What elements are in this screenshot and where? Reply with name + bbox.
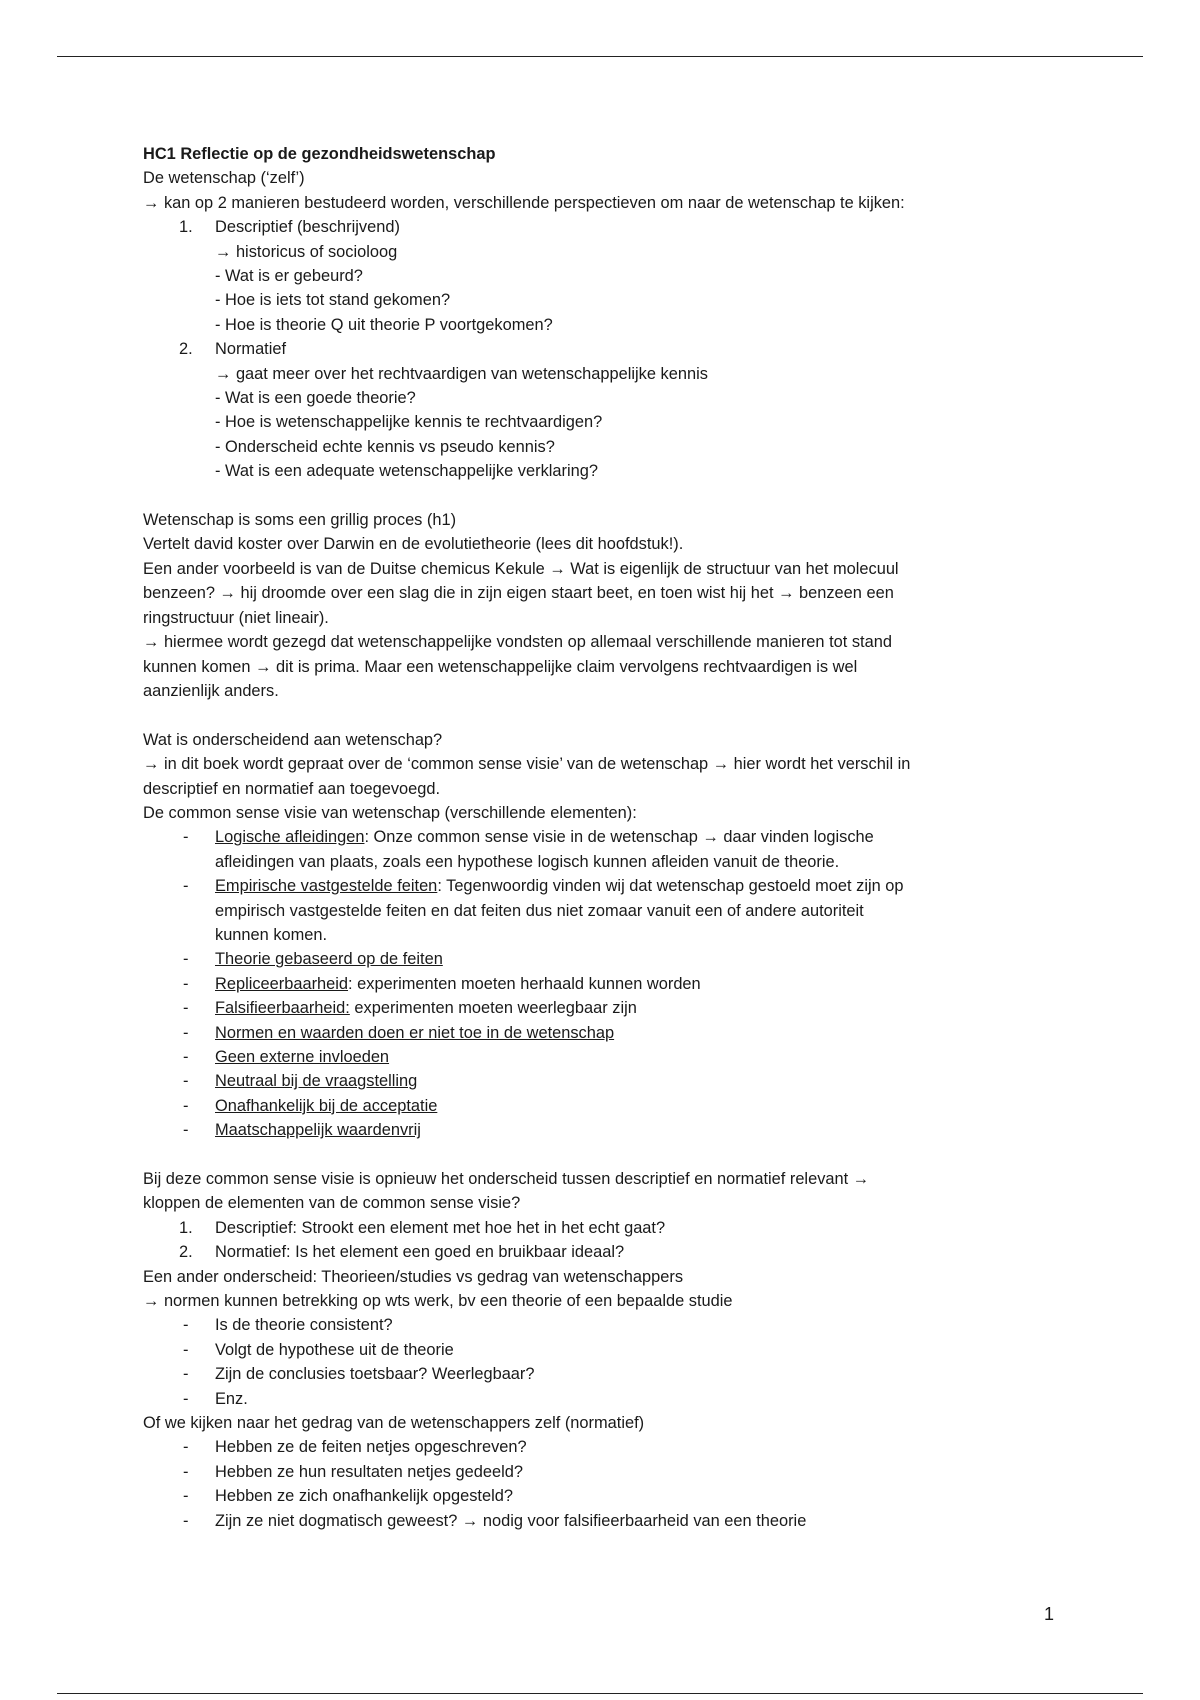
bullet-dash: - (183, 950, 189, 969)
bullet-continuation: kunnen komen. (215, 925, 328, 944)
paragraph-line: → in dit boek wordt gepraat over de ‘common sense visie’ van de wetenschap → hier wordt het verschil in (143, 755, 911, 774)
paragraph-line: benzeen? → hij droomde over een slag die in zijn eigen staart beet, en toen wist hij het → benzeen een (143, 584, 894, 603)
bullet-line (183, 874, 1063, 898)
bullet-dash: - (183, 999, 189, 1018)
list-item (143, 1313, 1063, 1337)
list-item (143, 1460, 1063, 1484)
spacer (143, 703, 1063, 727)
underlined-term: Geen externe invloeden (215, 1048, 390, 1066)
list-item (143, 947, 1063, 971)
underlined-term: Repliceerbaarheid (215, 974, 349, 993)
bullet-dash: - (183, 1316, 189, 1335)
underlined-term: Neutraal bij de vraagstelling (215, 1072, 418, 1091)
bullet-dash: - (183, 1121, 189, 1140)
list-item (143, 1435, 1063, 1459)
document-heading: HC1 Reflectie op de gezondheidswetenschap (143, 145, 496, 163)
list-item (143, 825, 1063, 874)
list-item-text: Descriptief: Strookt een element met hoe het in het echt gaat? (215, 1218, 666, 1237)
bullet-continuation: empirisch vastgestelde feiten en dat feiten dus niet zomaar vanuit een of andere autoriteit (215, 901, 864, 920)
list-item (143, 996, 1063, 1020)
bullet-dash: - (183, 974, 189, 993)
bullet-dash: - (183, 828, 189, 847)
bullet-continuation: afleidingen van plaats, zoals een hypothese logisch kunnen afleiden vanuit de theorie. (215, 852, 840, 871)
paragraph-line: descriptief en normatief aan toegevoegd. (143, 779, 441, 798)
paragraph-line: De common sense visie van wetenschap (verschillende elementen): (143, 803, 637, 822)
paragraph-line: → normen kunnen betrekking op wts werk, bv een theorie of een bepaalde studie (143, 1292, 733, 1311)
bullet-dash: - (183, 1096, 189, 1115)
bullet-line (183, 947, 1063, 971)
behaviour-norms-list (143, 1435, 1063, 1533)
list-item (143, 972, 1063, 996)
underlined-term: Empirische vastgestelde feiten (215, 877, 438, 896)
list-item-title: Normatief (215, 340, 287, 359)
bullet-dash: - (183, 1511, 189, 1530)
page-number: 1 (1044, 1604, 1055, 1624)
spacer (143, 484, 1063, 508)
sub-line: - Hoe is wetenschappelijke kennis te rechtvaardigen? (215, 413, 603, 432)
paragraph-line: Een ander voorbeeld is van de Duitse chemicus Kekule → Wat is eigenlijk de structuur van het molecuul (143, 559, 899, 578)
bullet-text: Volgt de hypothese uit de theorie (215, 1340, 454, 1359)
bullet-text: Hebben ze de feiten netjes opgeschreven? (215, 1438, 527, 1457)
list-item (143, 1509, 1063, 1533)
paragraph-line: → kan op 2 manieren bestudeerd worden, verschillende perspectieven om naar de wetenschap te kijken: (143, 193, 905, 212)
bullet-text: Zijn de conclusies toetsbaar? Weerlegbaar? (215, 1365, 535, 1384)
bullet-text: Hebben ze zich onafhankelijk opgesteld? (215, 1487, 513, 1506)
list-item-title: Descriptief (beschrijvend) (215, 218, 400, 237)
list-item (143, 1338, 1063, 1362)
paragraph-line: De wetenschap (‘zelf’) (143, 169, 305, 188)
paragraph-line: Wetenschap is soms een grillig proces (h1) (143, 511, 457, 530)
numbered-item (143, 1240, 1063, 1264)
footer-rule (57, 1693, 1143, 1694)
list-item (143, 1362, 1063, 1386)
bullet-dash: - (183, 1048, 189, 1066)
document-body (143, 142, 1063, 1533)
bullet-line (183, 1021, 1063, 1045)
paragraph-line: → hiermee wordt gezegd dat wetenschappelijke vondsten op allemaal verschillende manieren tot stand (143, 633, 892, 652)
theory-norms-list (143, 1313, 1063, 1411)
underlined-term: Theorie gebaseerd op de feiten (215, 950, 443, 969)
sub-line: - Wat is er gebeurd? (215, 267, 363, 286)
common-sense-elements-list (143, 825, 1063, 1142)
list-item (143, 1069, 1063, 1093)
bullet-dash: - (183, 1389, 189, 1408)
list-number: 1. (179, 218, 193, 237)
underlined-term: Maatschappelijk waardenvrij (215, 1121, 421, 1140)
underlined-term: Normen en waarden doen er niet toe in de wetenschap (215, 1023, 615, 1042)
bullet-line (183, 825, 1063, 849)
list-item (143, 1045, 1063, 1069)
paragraph-line: Bij deze common sense visie is opnieuw het onderscheid tussen descriptief en normatief relevant → (143, 1170, 870, 1189)
header-rule (57, 56, 1143, 57)
list-number: 2. (179, 1243, 193, 1262)
paragraph-line: Een ander onderscheid: Theorieen/studies vs gedrag van wetenschappers (143, 1267, 684, 1286)
numbered-item (143, 1216, 1063, 1240)
bullet-text: Is de theorie consistent? (215, 1316, 393, 1335)
bullet-dash: - (183, 877, 189, 896)
bullet-text: Zijn ze niet dogmatisch geweest? → nodig voor falsifieerbaarheid van een theorie (215, 1511, 807, 1530)
list-number: 1. (179, 1218, 193, 1237)
underlined-term: Onafhankelijk bij de acceptatie (215, 1096, 438, 1115)
list-item (143, 1484, 1063, 1508)
paragraph-line: Vertelt david koster over Darwin en de evolutietheorie (lees dit hoofdstuk!). (143, 535, 684, 554)
bullet-text: : Onze common sense visie in de wetenschap → daar vinden logische (364, 828, 874, 847)
numbered-item (143, 215, 1063, 239)
paragraph-line: ringstructuur (niet lineair). (143, 608, 329, 627)
sub-line: → gaat meer over het rechtvaardigen van wetenschappelijke kennis (215, 364, 708, 383)
numbered-item (143, 337, 1063, 361)
sub-line: - Hoe is iets tot stand gekomen? (215, 291, 451, 310)
list-item (143, 1118, 1063, 1142)
bullet-text: : experimenten moeten herhaald kunnen worden (348, 974, 701, 993)
bullet-dash: - (183, 1462, 189, 1481)
bullet-dash: - (183, 1023, 189, 1042)
bullet-line (183, 1069, 1063, 1093)
underlined-term: Falsifieerbaarheid: (215, 999, 350, 1018)
underlined-term: Logische afleidingen (215, 828, 365, 847)
bullet-text: : Tegenwoordig vinden wij dat wetenschap gestoeld moet zijn op (437, 877, 904, 896)
bullet-line (183, 972, 1063, 996)
bullet-text: Enz. (215, 1389, 248, 1408)
bullet-text: Hebben ze hun resultaten netjes gedeeld? (215, 1462, 524, 1481)
bullet-line (183, 996, 1063, 1020)
bullet-dash: - (183, 1438, 189, 1457)
bullet-text: experimenten moeten weerlegbaar zijn (349, 999, 637, 1018)
sub-line: - Wat is een adequate wetenschappelijke verklaring? (215, 462, 598, 481)
bullet-line (183, 1094, 1063, 1118)
sub-line: - Onderscheid echte kennis vs pseudo kennis? (215, 437, 555, 456)
bullet-line (183, 1045, 1063, 1069)
paragraph-line: aanzienlijk anders. (143, 681, 279, 700)
sub-line: - Wat is een goede theorie? (215, 389, 416, 408)
bullet-dash: - (183, 1340, 189, 1359)
list-item (143, 1021, 1063, 1045)
paragraph-line: Wat is onderscheidend aan wetenschap? (143, 730, 443, 749)
bullet-dash: - (183, 1072, 189, 1091)
list-item (143, 1387, 1063, 1411)
list-item (143, 874, 1063, 947)
list-number: 2. (179, 340, 193, 359)
bullet-dash: - (183, 1487, 189, 1506)
paragraph-line: kloppen de elementen van de common sense visie? (143, 1194, 521, 1213)
spacer (143, 1143, 1063, 1167)
paragraph-line: Of we kijken naar het gedrag van de wetenschappers zelf (normatief) (143, 1414, 645, 1433)
sub-line: - Hoe is theorie Q uit theorie P voortgekomen? (215, 315, 553, 334)
bullet-line (183, 1118, 1063, 1142)
sub-line: → historicus of socioloog (215, 242, 398, 261)
list-item (143, 1094, 1063, 1118)
bullet-dash: - (183, 1365, 189, 1384)
list-item-text: Normatief: Is het element een goed en bruikbaar ideaal? (215, 1243, 625, 1262)
paragraph-line: kunnen komen → dit is prima. Maar een wetenschappelijke claim vervolgens rechtvaardigen is wel (143, 657, 858, 676)
